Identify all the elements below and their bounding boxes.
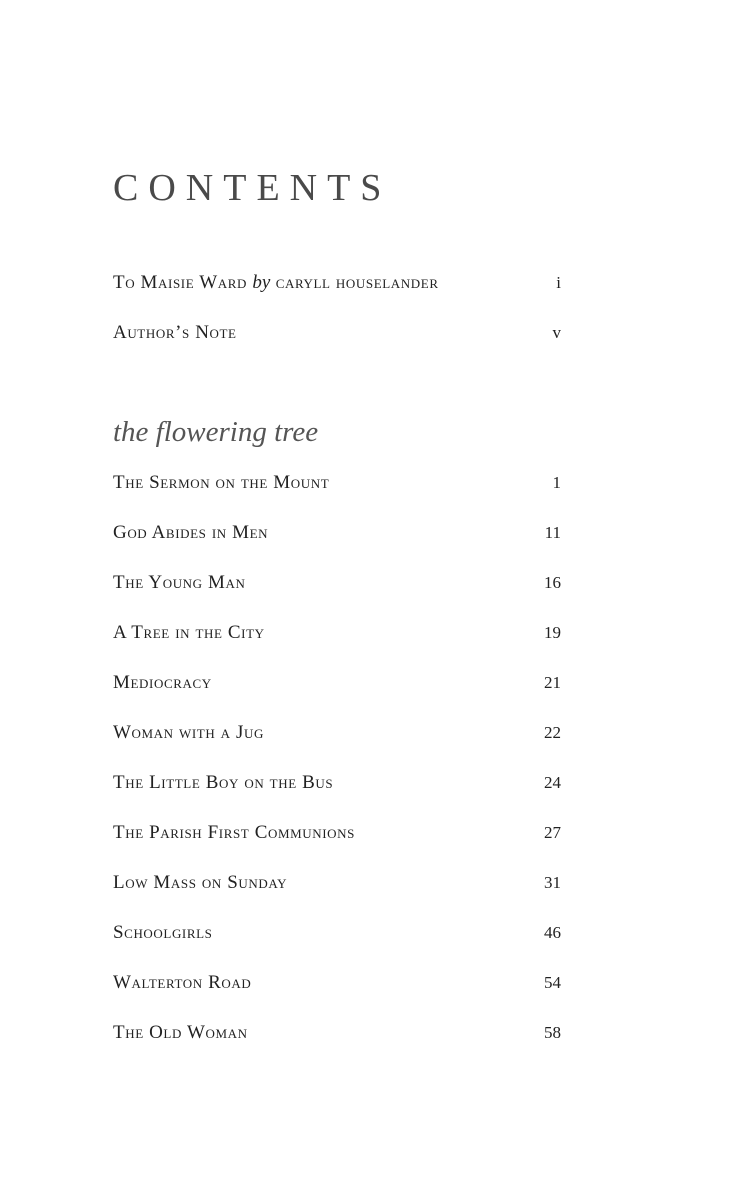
- toc-entry-dedication[interactable]: [113, 272, 561, 302]
- toc-entry-page: v: [552, 323, 561, 342]
- toc-entry-title-text: To Maisie Ward: [113, 272, 248, 293]
- toc-entry-title: Low Mass on Sunday: [113, 872, 288, 893]
- toc-entry[interactable]: [113, 722, 561, 752]
- toc-entry-page: 58: [544, 1023, 561, 1042]
- toc-entry-page: 24: [544, 773, 561, 792]
- toc-entry[interactable]: [113, 1022, 561, 1052]
- toc-entry[interactable]: [113, 922, 561, 952]
- toc-entry-page: 16: [544, 573, 561, 592]
- toc-entry-title: The Little Boy on the Bus: [113, 772, 334, 793]
- toc-entry-page: 27: [544, 823, 561, 842]
- toc-entry-title: Woman with a Jug: [113, 722, 264, 743]
- toc-entry-title: The Young Man: [113, 572, 246, 593]
- page-title: CONTENTS: [113, 167, 392, 209]
- toc-entry[interactable]: [113, 872, 561, 902]
- toc-entry-page: 11: [544, 523, 561, 542]
- toc-entry-title: A Tree in the City: [113, 622, 265, 643]
- toc-entry-title: The Old Woman: [113, 1022, 248, 1043]
- toc-entry-page: 1: [552, 473, 561, 492]
- toc-entry-author: caryll houselander: [275, 272, 439, 293]
- toc-entry-page: 21: [544, 673, 561, 692]
- toc-entry-page: 19: [544, 623, 561, 642]
- toc-entry-title: The Parish First Communions: [113, 822, 355, 843]
- toc-entry[interactable]: [113, 772, 561, 802]
- toc-entry-by: by: [252, 272, 271, 293]
- toc-entry[interactable]: [113, 572, 561, 602]
- toc-entry-title: The Sermon on the Mount: [113, 472, 330, 493]
- section-title: the flowering tree: [113, 416, 319, 448]
- toc-entry-title: Author’s Note: [113, 322, 237, 343]
- toc-entry[interactable]: [113, 522, 561, 552]
- toc-entry-title: Schoolgirls: [113, 922, 213, 943]
- toc-entry-page: 31: [544, 873, 561, 892]
- toc-entry-title: God Abides in Men: [113, 522, 269, 543]
- toc-entry-page: i: [556, 273, 561, 292]
- toc-entry[interactable]: [113, 622, 561, 652]
- contents-page: [113, 0, 561, 1200]
- toc-entry[interactable]: [113, 972, 561, 1002]
- toc-entry-page: 46: [544, 923, 561, 942]
- toc-entry-title: [113, 272, 439, 294]
- toc-entry-page: 54: [544, 973, 561, 992]
- toc-entry-title: Walterton Road: [113, 972, 252, 993]
- toc-entry[interactable]: [113, 472, 561, 502]
- toc-entry-authors-note[interactable]: [113, 322, 561, 352]
- toc-entry[interactable]: [113, 672, 561, 702]
- toc-entry[interactable]: [113, 822, 561, 852]
- toc-entry-page: 22: [544, 723, 561, 742]
- toc-entry-title: Mediocracy: [113, 672, 212, 693]
